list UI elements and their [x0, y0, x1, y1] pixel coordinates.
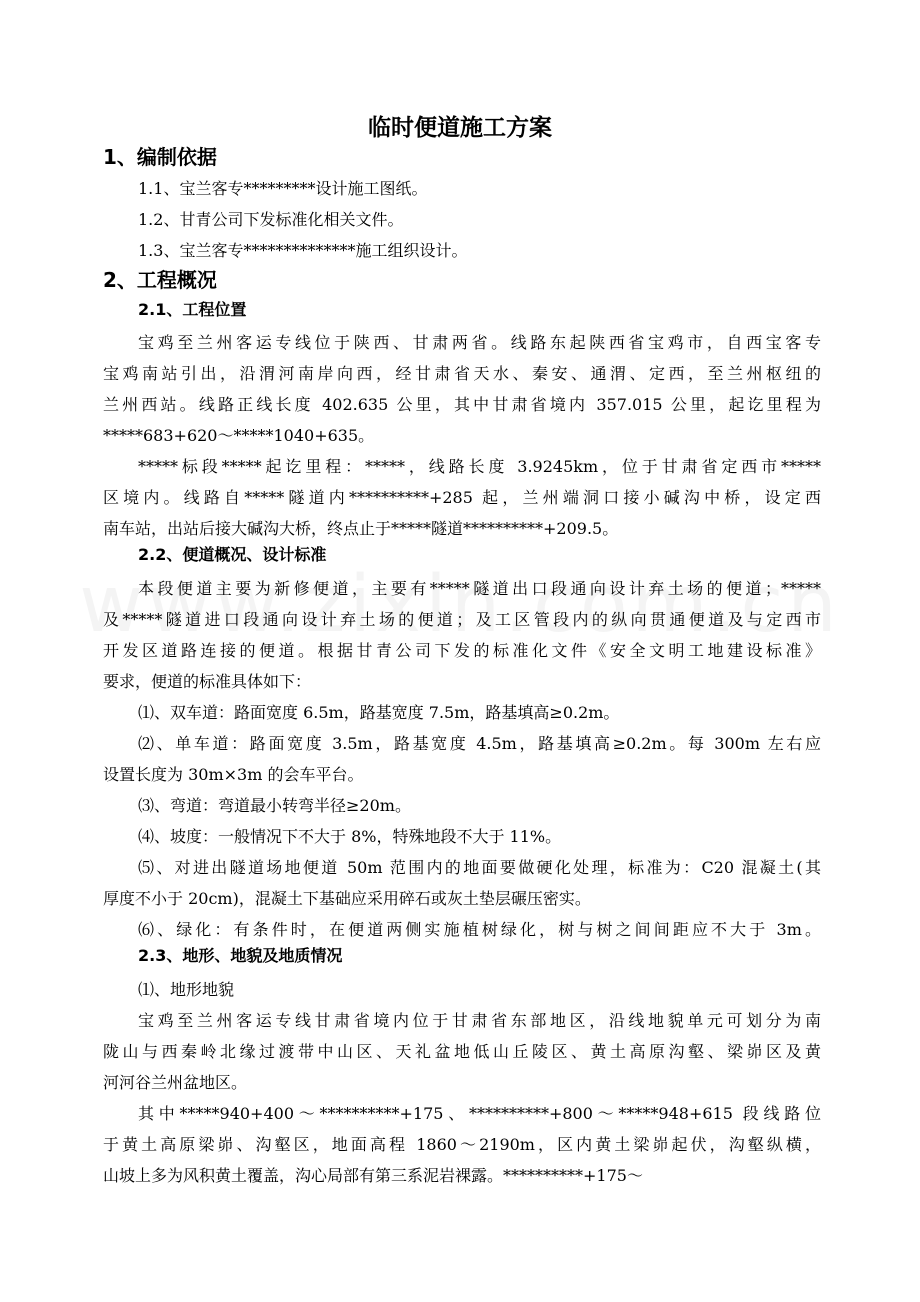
para-line: 河河谷兰州盆地区。 [103, 1073, 248, 1092]
para-line: 兰州西站。线路正线长度 402.635 公里，其中甘肃省境内 357.015 公里，起讫里程为 [103, 395, 821, 414]
document-title: 临时便道施工方案 [368, 115, 552, 141]
basis-item-1: 1.1、宝兰客专*********设计施工图纸。 [138, 179, 428, 198]
para-line: 山坡上多为风积黄土覆盖，沟心局部有第三系泥岩裸露。**********+175～ [103, 1166, 643, 1185]
section-1-heading: 1、编制依据 [103, 145, 217, 169]
para-line: 本段便道主要为新修便道，主要有*****隧道出口段通向设计弃土场的便道；***** [138, 579, 821, 598]
standard-item-6: ⑹、绿化：有条件时，在便道两侧实施植树绿化，树与树之间间距应不大于 3m。 [138, 920, 821, 939]
para-line: *****标段*****起讫里程：*****，线路长度 3.9245km，位于甘肃省定西市***** [138, 457, 821, 476]
para-line: 宝鸡至兰州客运专线位于陕西、甘肃两省。线路东起陕西省宝鸡市，自西宝客专 [138, 333, 821, 352]
para-line: *****683+620～*****1040+635。 [103, 426, 375, 445]
para-line: 区境内。线路自*****隧道内**********+285 起，兰州端洞口接小碱沟中桥，设定西 [103, 488, 821, 507]
standard-item-4: ⑷、坡度：一般情况下不大于 8%，特殊地段不大于 11%。 [138, 827, 562, 846]
para-line: 于黄土高原梁峁、沟壑区，地面高程 1860～2190m，区内黄土梁峁起伏，沟壑纵横， [103, 1135, 821, 1154]
para-line: 要求，便道的标准具体如下： [103, 672, 312, 691]
subsection-2-3-heading: 2.3、地形、地貌及地质情况 [138, 946, 343, 965]
subsection-2-1-heading: 2.1、工程位置 [138, 300, 247, 319]
para-line: 宝鸡至兰州客运专线甘肃省境内位于甘肃省东部地区，沿线地貌单元可划分为南 [138, 1011, 821, 1030]
para-line: 开发区道路连接的便道。根据甘青公司下发的标准化文件《安全文明工地建设标准》 [103, 641, 821, 660]
basis-item-3: 1.3、宝兰客专**************施工组织设计。 [138, 241, 468, 260]
terrain-subheading: ⑴、地形地貌 [138, 980, 235, 999]
subsection-2-2-heading: 2.2、便道概况、设计标准 [138, 545, 327, 564]
standard-item-2: ⑵、单车道：路面宽度 3.5m，路基宽度 4.5m，路基填高≥0.2m。每 300m 左右应 [138, 734, 821, 753]
standard-item-5: ⑸、对进出隧道场地便道 50m 范围内的地面要做硬化处理，标准为：C20 混凝土(其 [138, 858, 821, 877]
para-line: 宝鸡南站引出，沿渭河南岸向西，经甘肃省天水、秦安、通渭、定西，至兰州枢纽的 [103, 364, 821, 383]
section-2-heading: 2、工程概况 [103, 268, 217, 292]
para-line: 南车站，出站后接大碱沟大桥，终点止于*****隧道**********+209.5。 [103, 519, 619, 538]
standard-item-5-cont: 厚度不小于 20cm)，混凝土下基础应采用碎石或灰土垫层碾压密实。 [103, 889, 591, 908]
para-line: 陇山与西秦岭北缘过渡带中山区、天礼盆地低山丘陵区、黄土高原沟壑、梁峁区及黄 [103, 1042, 821, 1061]
para-line: 及*****隧道进口段通向设计弃土场的便道；及工区管段内的纵向贯通便道及与定西市 [103, 610, 821, 629]
basis-item-2: 1.2、甘青公司下发标准化相关文件。 [138, 210, 404, 229]
standard-item-2-cont: 设置长度为 30m×3m 的会车平台。 [103, 765, 364, 784]
para-line: 其中*****940+400～**********+175、**********+800～*****948+615 段线路位 [138, 1104, 821, 1123]
standard-item-1: ⑴、双车道：路面宽度 6.5m，路基宽度 7.5m，路基填高≥0.2m。 [138, 703, 620, 722]
standard-item-3: ⑶、弯道：弯道最小转弯半径≥20m。 [138, 796, 411, 815]
